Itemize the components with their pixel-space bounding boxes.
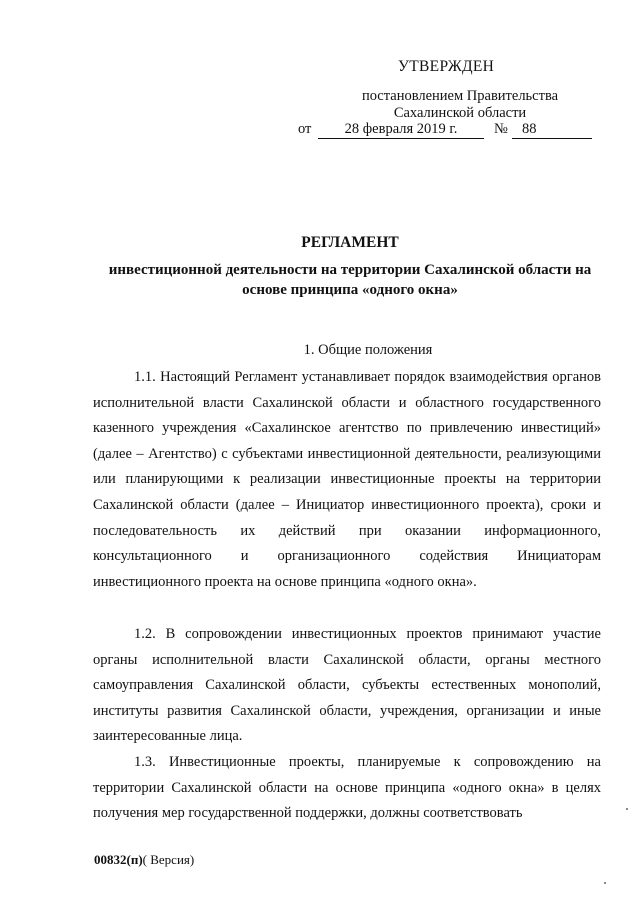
from-label: от xyxy=(298,121,312,137)
document-code-number: 00832(п) xyxy=(94,852,143,867)
document-subtitle: инвестиционной деятельности на территории Сахалинской области на основе принципа «одного окна» xyxy=(108,262,592,298)
number-sign: № xyxy=(494,121,508,137)
paragraph-1-1: 1.1. Настоящий Регламент устанавливает порядок взаимодействия органов исполнительной власти Сахалинской области и областного государственного казенного учреждения «Сахалинское агентство по привлечению инвестиций» (далее – Агентство) с субъектами инвестиционной деятельности, реализующими или планирующими к реализации инвестиционные проекты на территории Сахалинской области (далее – Инициатор инвестиционного проекта), сроки и последовательность их действий при оказании информационного, консультационного и организационного содействия Инициаторам инвестиционного проекта на основе принципа «одного окна». xyxy=(93,369,601,590)
approval-issuer-line: постановлением Правительства xyxy=(361,88,559,104)
paragraph-1-2: 1.2. В сопровождении инвестиционных проектов принимают участие органы исполнительной власти Сахалинской области, органы местного самоуправления Сахалинской области, субъекты естественных монополий, институты развития Сахалинской области, учреждения, организации и иные заинтересованные лица. xyxy=(93,626,601,745)
document-title: РЕГЛАМЕНТ xyxy=(301,234,399,251)
approval-stamp-heading: УТВЕРЖДЕН xyxy=(398,58,495,75)
section-heading: 1. Общие положения xyxy=(303,342,433,358)
paragraph-1-3: 1.3. Инвестиционные проекты, планируемые к сопровождению на территории Сахалинской области на основе принципа «одного окна» в целях получения мер государственной поддержки, должны соответствовать xyxy=(93,754,601,822)
document-code xyxy=(94,852,194,868)
scan-speck xyxy=(626,808,628,810)
document-version: ( Версия) xyxy=(142,852,195,867)
scan-speck xyxy=(604,882,606,884)
resolution-number: 88 xyxy=(512,121,592,139)
approval-date: 28 февраля 2019 г. xyxy=(318,121,484,139)
approval-region-line: Сахалинской области xyxy=(393,105,527,121)
